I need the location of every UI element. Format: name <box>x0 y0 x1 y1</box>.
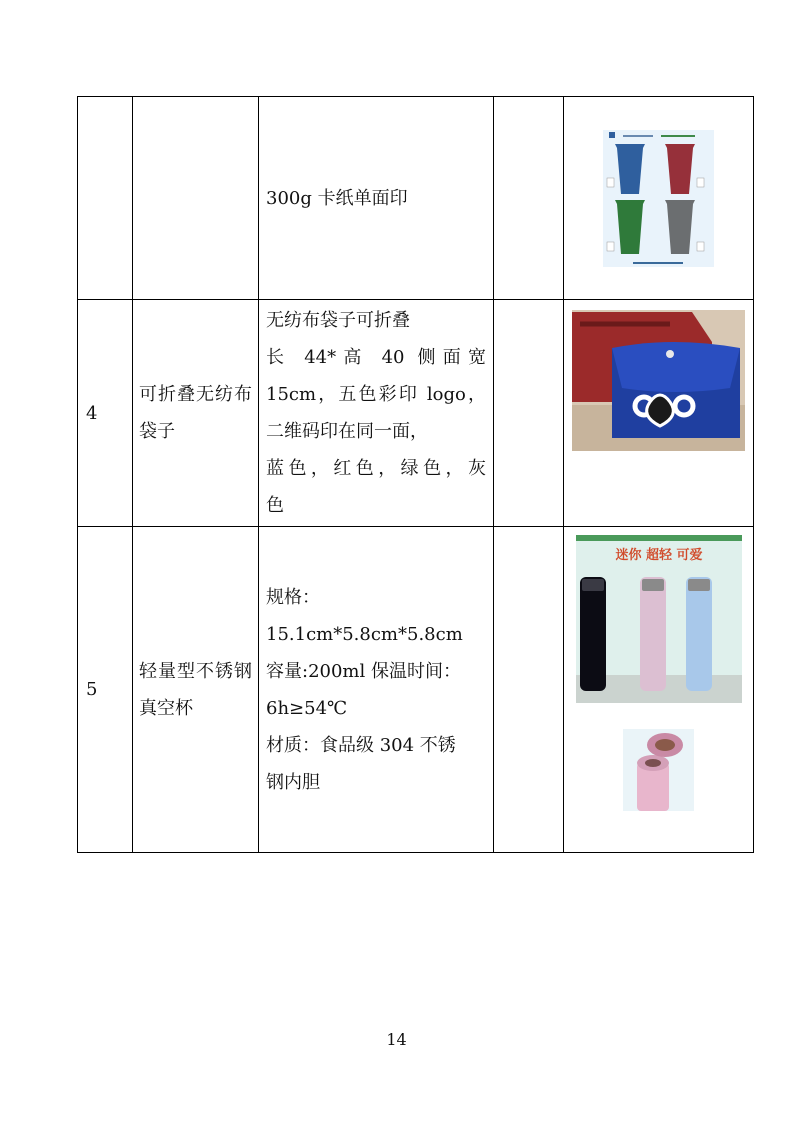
vacuum-cup-image <box>576 535 742 703</box>
spec-line: 长 44*高 40 侧面宽 <box>266 347 486 368</box>
product-name <box>133 97 259 300</box>
product-name-text: 可折叠无纺布袋子 <box>139 384 252 442</box>
spec-line: 材质：食品级 304 不锈 <box>266 734 456 756</box>
spec-line: 6h≥54℃ <box>266 697 348 719</box>
table-row <box>78 300 754 527</box>
spec-line: 钢内胆 <box>266 771 320 793</box>
product-image-cell <box>564 300 754 527</box>
product-spec <box>259 300 494 527</box>
spec-line: 15cm，五色彩印 logo， <box>266 384 486 405</box>
product-spec <box>259 527 494 853</box>
quantity-cell <box>494 300 564 527</box>
spec-line: 300g 卡纸单面印 <box>266 187 408 209</box>
row-number <box>78 97 133 300</box>
table-row <box>78 527 754 853</box>
row-number: 4 <box>78 300 133 527</box>
product-name <box>133 527 259 853</box>
spec-line: 无纺布袋子可折叠 <box>266 310 410 331</box>
spec-line: 规格： <box>266 586 320 608</box>
row-number: 5 <box>78 527 133 853</box>
trash-bin-card-image <box>603 130 714 267</box>
product-image-cell <box>564 527 754 853</box>
quantity-cell <box>494 97 564 300</box>
cup-lid-image <box>623 729 694 811</box>
spec-line: 容量:200ml 保温时间： <box>266 660 461 682</box>
cup-slogan: 迷你 超轻 可爱 <box>614 548 703 563</box>
product-table <box>77 96 754 853</box>
product-name-text: 轻量型不锈钢真空杯 <box>139 660 252 719</box>
spec-line: 蓝色，红色，绿色，灰 <box>266 458 486 479</box>
quantity-cell <box>494 527 564 853</box>
product-image-cell <box>564 97 754 300</box>
folding-bag-image <box>572 310 745 451</box>
spec-line: 色 <box>266 495 284 516</box>
product-name <box>133 300 259 527</box>
page-number: 14 <box>386 1030 407 1049</box>
spec-line: 15.1cm*5.8cm*5.8cm <box>266 623 463 645</box>
spec-line: 二维码印在同一面， <box>266 421 428 442</box>
product-spec <box>259 97 494 300</box>
table-row <box>78 97 754 300</box>
